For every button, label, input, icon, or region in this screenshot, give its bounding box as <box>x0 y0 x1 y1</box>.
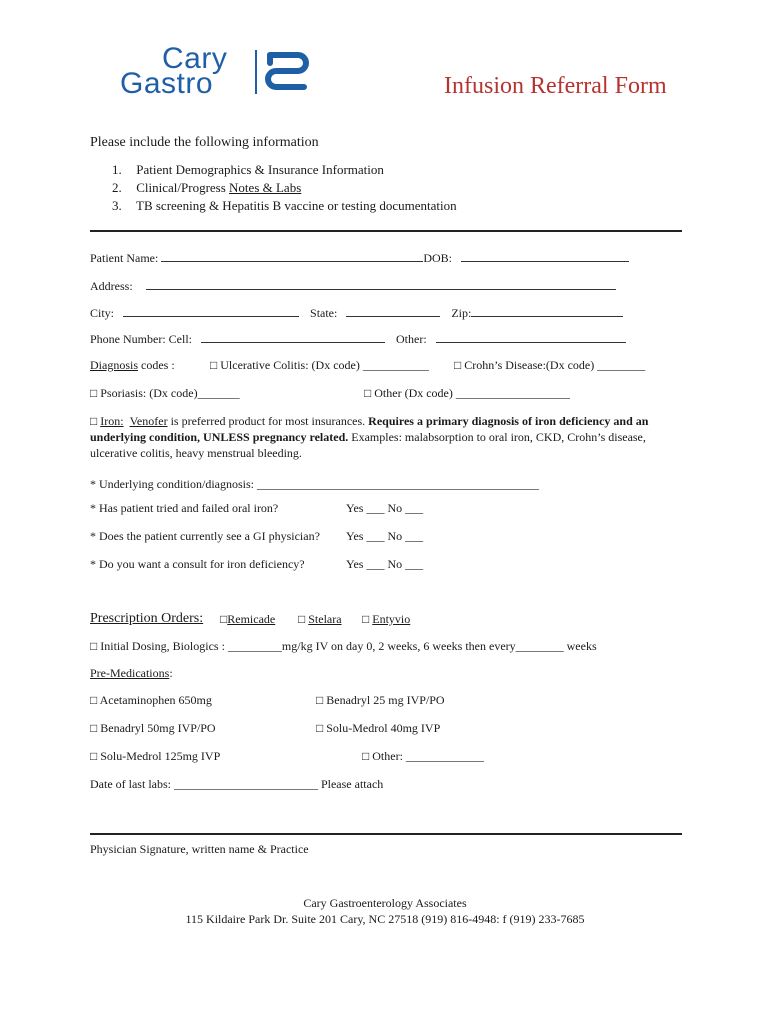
iron-requirement: Requires a primary diagnosis of iron deficiency and an underlying condition, UNLESS pregnancy related. <box>90 414 649 444</box>
list-text: TB screening & Hepatitis B vaccine or testing documentation <box>136 198 457 213</box>
other-dx-checkbox[interactable]: □ Other (Dx code) ___________________ <box>364 386 570 400</box>
entyvio-label: Entyvio <box>372 612 411 626</box>
logo-text-gastro: Gastro <box>120 67 214 100</box>
gi-physician-question: * Does the patient currently see a GI physician? <box>90 529 320 543</box>
solu-medrol-125-checkbox[interactable]: □ Solu-Medrol 125mg IVP <box>90 749 221 763</box>
list-text: Patient Demographics & Insurance Information <box>136 162 384 177</box>
patient-name-field[interactable] <box>161 250 423 262</box>
iron-checkbox[interactable]: □ <box>90 414 101 428</box>
logo-divider <box>255 50 257 94</box>
list-number: 1. <box>112 162 122 177</box>
state-label: State: <box>310 306 338 320</box>
stelara-label: Stelara <box>308 612 342 626</box>
psoriasis-checkbox[interactable]: □ Psoriasis: (Dx code)_______ <box>90 386 240 400</box>
iron-examples: Examples: malabsorption to oral iron, CKD, Crohn’s disease, ulcerative colitis, heavy menstrual bleeding. <box>90 430 646 460</box>
signature-line[interactable] <box>90 833 682 835</box>
initial-dosing-checkbox[interactable]: □ Initial Dosing, Biologics : _________mg/kg IV on day 0, 2 weeks, 6 weeks then every________ weeks <box>90 639 597 653</box>
remicade-box: □ <box>220 612 228 626</box>
premedications-colon: : <box>169 666 173 680</box>
zip-label: Zip: <box>451 306 472 320</box>
list-number: 2. <box>112 180 122 195</box>
crohns-checkbox[interactable]: □ Crohn’s Disease:(Dx code) ________ <box>454 358 646 372</box>
remicade-checkbox[interactable] <box>220 612 275 627</box>
zip-field[interactable] <box>471 305 623 317</box>
iron-label: Iron: <box>100 414 124 428</box>
list-item <box>112 162 384 178</box>
city-field[interactable] <box>123 305 299 317</box>
stelara-checkbox[interactable] <box>298 612 342 627</box>
consult-question: * Do you want a consult for iron deficiency? <box>90 557 305 571</box>
underlying-condition-field[interactable]: * Underlying condition/diagnosis: _______________________________________________ <box>90 477 539 491</box>
notes-labs-link: Notes & Labs <box>229 180 302 195</box>
venofer-label: Venofer <box>129 414 168 428</box>
footer-practice-name: Cary Gastroenterology Associates <box>303 896 467 910</box>
form-title: Infusion Referral Form <box>444 73 667 99</box>
section-divider <box>90 230 682 232</box>
benadryl-25-checkbox[interactable]: □ Benadryl 25 mg IVP/PO <box>316 693 445 707</box>
entyvio-box: □ <box>362 612 373 626</box>
stelara-box: □ <box>298 612 309 626</box>
oral-iron-answer[interactable]: Yes ___ No ___ <box>346 501 424 515</box>
premedications-heading <box>90 666 173 681</box>
other-phone-field[interactable] <box>436 331 626 343</box>
phone-label: Phone Number: Cell: <box>90 332 192 346</box>
benadryl-50-checkbox[interactable]: □ Benadryl 50mg IVP/PO <box>90 721 216 735</box>
city-row <box>90 305 623 321</box>
state-field[interactable] <box>346 305 440 317</box>
logo-text-cary: Cary <box>162 42 228 75</box>
address-label: Address: <box>90 279 133 293</box>
uc-checkbox[interactable]: □ Ulcerative Colitis: (Dx code) ___________ <box>210 358 429 372</box>
diagnosis-label: Diagnosis <box>90 358 138 372</box>
address-field[interactable] <box>146 278 616 290</box>
gi-physician-answer[interactable]: Yes ___ No ___ <box>346 529 424 543</box>
iron-text: is preferred product for most insurances. <box>167 414 369 428</box>
consult-answer[interactable]: Yes ___ No ___ <box>346 557 424 571</box>
other-phone-label: Other: <box>396 332 427 346</box>
iron-paragraph <box>90 413 680 461</box>
logo-intestine-icon <box>262 46 312 96</box>
last-labs-field[interactable]: Date of last labs: ________________________ Please attach <box>90 777 384 791</box>
list-text: Clinical/Progress <box>136 180 230 195</box>
premedications-label: Pre-Medications <box>90 666 170 680</box>
signature-label: Physician Signature, written name & Practice <box>90 842 309 856</box>
entyvio-checkbox[interactable] <box>362 612 410 627</box>
list-item <box>112 180 301 196</box>
prescription-orders-label: Prescription Orders: <box>90 611 204 626</box>
solu-medrol-40-checkbox[interactable]: □ Solu-Medrol 40mg IVP <box>316 721 441 735</box>
patient-name-label: Patient Name: <box>90 251 159 265</box>
diagnosis-label-group <box>90 358 175 373</box>
phone-cell-field[interactable] <box>201 331 385 343</box>
acetaminophen-checkbox[interactable]: □ Acetaminophen 650mg <box>90 693 212 707</box>
intro-heading: Please include the following information <box>90 135 319 150</box>
diagnosis-codes-label: codes : <box>138 358 175 372</box>
phone-row <box>90 331 626 347</box>
remicade-label: Remicade <box>227 612 276 626</box>
list-item <box>112 198 457 214</box>
city-label: City: <box>90 306 115 320</box>
list-number: 3. <box>112 198 122 213</box>
address-row <box>90 278 616 294</box>
oral-iron-question: * Has patient tried and failed oral iron? <box>90 501 279 515</box>
footer-address: 115 Kildaire Park Dr. Suite 201 Cary, NC 27518 (919) 816-4948: f (919) 233-7685 <box>185 912 585 926</box>
other-premed-checkbox[interactable]: □ Other: _____________ <box>362 749 484 763</box>
patient-name-row <box>90 250 629 266</box>
dob-field[interactable] <box>461 250 629 262</box>
dob-label: DOB: <box>423 251 452 265</box>
